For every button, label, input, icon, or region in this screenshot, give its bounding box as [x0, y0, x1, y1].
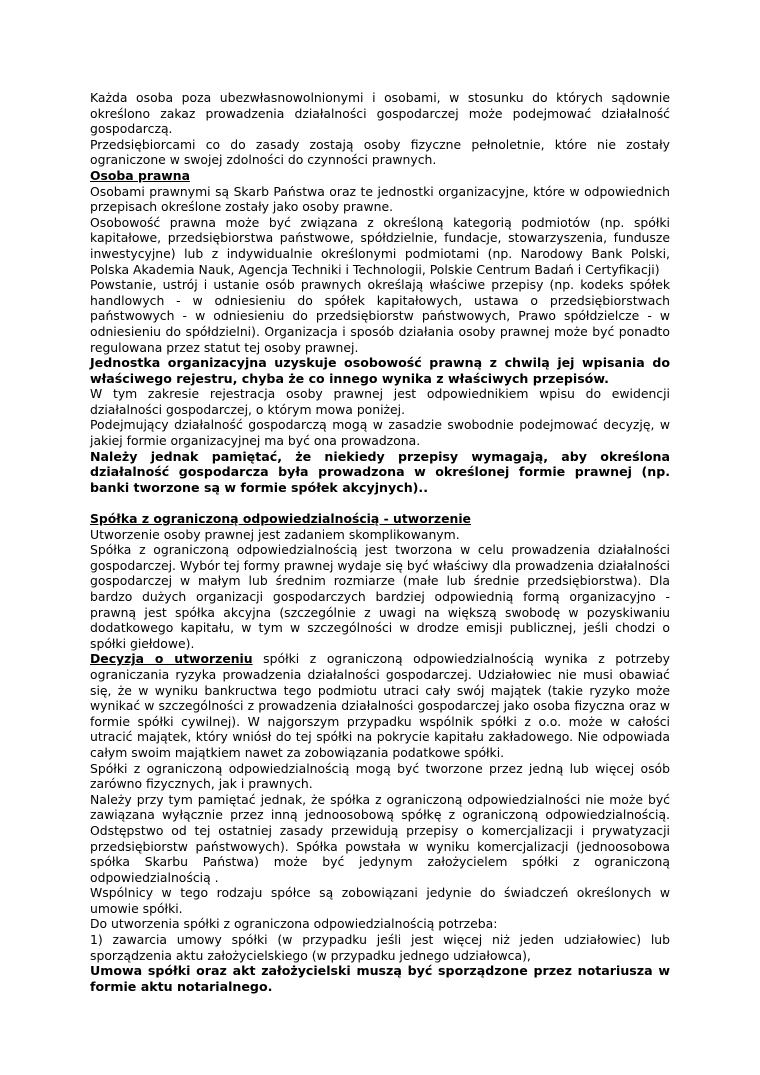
paragraph: Podejmujący działalność gospodarczą mogą w zasadzie swobodnie podejmować decyzję, w jakiej formie organizacyjnej ma być ona prowadzona.: [90, 417, 670, 449]
bold-paragraph: Jednostka organizacyjna uzyskuje osobowość prawną z chwilą jej wpisania do właściwego rejestru, chyba że co innego wynika z właściwych przepisów.: [90, 355, 670, 386]
paragraph: Spółki z ograniczoną odpowiedzialnością mogą być tworzone przez jedną lub więcej osób zarówno fizycznych, jak i prawnych.: [90, 760, 670, 792]
document-page: [90, 90, 670, 994]
paragraph: Wspólnicy w tego rodzaju spółce są zobowiązani jedynie do świadczeń określonych w umowie spółki.: [90, 885, 670, 916]
paragraph: Spółka z ograniczoną odpowiedzialnością jest tworzona w celu prowadzenia działalności gospodarczej. Wybór tej formy prawnej wydaje się być właściwy dla prowadzenia działalności gospodarczej w małym lub średnim rozmiarze (małe lub średnie przedsiębiorstwa). Dla bardzo dużych organizacji gospodarczych bardziej odpowiednią formą organizacyjno - prawną jest spółka akcyjna (szczególnie z uwagi na większą swobodę w pozyskiwaniu dodatkowego kapitału, w tym w szczególności w drodze emisji publicznej, jeśli chodzi o spółki giełdowe).: [90, 542, 670, 651]
section-heading-osoba-prawna: Osoba prawna: [90, 167, 190, 183]
paragraph: Należy przy tym pamiętać jednak, że spółka z ograniczoną odpowiedzialności nie może być zawiązana wyłącznie przez inną jednoosobową spółkę z ograniczoną odpowiedzialnością. Odstępstwo od tej ostatniej zasady przewidują przepisy o komercjalizacji i prywatyzacji przedsiębiorstw państwowych). Spółka powstała w wyniku komercjalizacji (jednoosobowa spółka Skarbu Państwa) może być jedynym założycielem spółki z ograniczoną odpowiedzialnością .: [90, 791, 670, 885]
inline-heading-decyzja: Decyzja o utworzeniu: [90, 651, 253, 667]
paragraph-text: spółki z ograniczoną odpowiedzialnością wynika z potrzeby ograniczania ryzyka prowadzenia działalności gospodarczej. Udziałowiec nie musi obawiać się, że w wyniku bankructwa tego podmiotu utraci cały swój majątek (takie ryzyko może wynikać w szczególności z prowadzenia działalności gospodarczej jako osoba fizyczna oraz w formie spółki cywilnej). W najgorszym przypadku wspólnik spółki z o.o. może w całości utracić majątek, który wniósł do tej spółki na pokrycie kapitału zakładowego. Nie odpowiada całym swoim majątkiem nawet za zobowiązania podatkowe spółki.: [90, 651, 671, 760]
bold-paragraph: Należy jednak pamiętać, że niekiedy przepisy wymagają, aby określona działalność gospodarcza była prowadzona w określonej formie prawnej (np. banki tworzone są w formie spółek akcyjnych)..: [90, 448, 670, 495]
paragraph: Każda osoba poza ubezwłasnowolnionymi i osobami, w stosunku do których sądownie określono zakaz prowadzenia działalności gospodarczej może podejmować działalność gospodarczą.: [90, 90, 670, 137]
paragraph: Utworzenie osoby prawnej jest zadaniem skomplikowanym.: [90, 526, 460, 542]
paragraph: Do utworzenia spółki z ograniczona odpowiedzialnością potrzeba:: [90, 916, 498, 932]
paragraph: W tym zakresie rejestracja osoby prawnej jest odpowiednikiem wpisu do ewidencji działalności gospodarczej, o którym mowa poniżej.: [90, 386, 670, 417]
list-item: 1) zawarcia umowy spółki (w przypadku jeśli jest więcej niż jeden udziałowiec) lub sporządzenia aktu założycielskiego (w przypadku jednego udziałowca),: [90, 932, 670, 963]
paragraph: Osobami prawnymi są Skarb Państwa oraz te jednostki organizacyjne, które w odpowiednich przepisach określone zostały jako osoby prawne.: [90, 183, 670, 215]
section-heading-spolka: Spółka z ograniczoną odpowiedzialnością - utworzenie: [90, 511, 471, 527]
paragraph: Przedsiębiorcami co do zasady zostają osoby fizyczne pełnoletnie, które nie zostały ograniczone w swojej zdolności do czynności prawnych.: [90, 136, 670, 168]
paragraph: Powstanie, ustrój i ustanie osób prawnych określają właściwe przepisy (np. kodeks spółek handlowych - w odniesieniu do spółek kapitałowych, ustawa o przedsiębiorstwach państwowych - w odniesieniu do przedsiębiorstw państwowych, Prawo spółdzielcze - w odniesieniu do spółdzielni). Organizacja i sposób działania osoby prawnej może być ponadto regulowana przez statut tej osoby prawnej.: [90, 277, 670, 355]
paragraph: Osobowość prawna może być związana z określoną kategorią podmiotów (np. spółki kapitałowe, przedsiębiorstwa państwowe, spółdzielnie, fundacje, stowarzyszenia, fundusze inwestycyjne) lub z indywidualnie określonymi podmiotami (np. Narodowy Bank Polski, Polska Akademia Nauk, Agencja Techniki i Technologii, Polskie Centrum Badań i Certyfikacji): [90, 214, 670, 277]
bold-paragraph: Umowa spółki oraz akt założycielski muszą być sporządzone przez notariusza w formie aktu notarialnego.: [90, 963, 670, 994]
blank-line: [90, 495, 670, 511]
paragraph-decyzja: [90, 651, 670, 760]
